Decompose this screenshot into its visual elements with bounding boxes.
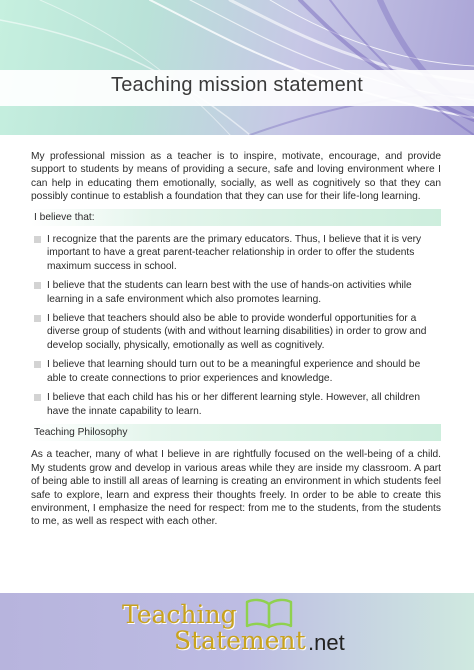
bullet-square-icon <box>34 361 41 368</box>
bullet-square-icon <box>34 236 41 243</box>
belief-text: I recognize that the parents are the primary educators. Thus, I believe that it is very important to have a great parent-teacher relationship in order to offer the students maximum success in school. <box>47 234 422 272</box>
belief-item <box>31 312 441 352</box>
abstract-swoosh-lines <box>0 0 474 135</box>
logo-suffix-net: .net <box>308 630 345 655</box>
philosophy-heading: Teaching Philosophy <box>31 424 441 441</box>
belief-text: I believe that learning should turn out to be a meaningful experience and should be able to create connections to prior experiences and knowledge. <box>47 359 421 384</box>
document-body <box>31 150 441 529</box>
belief-item <box>31 279 441 306</box>
belief-text: I believe that each child has his or her different learning style. However, all children have the innate capability to learn. <box>47 392 420 417</box>
belief-item <box>31 391 441 418</box>
belief-text: I believe that teachers should also be able to provide wonderful opportunities for a diverse group of students (with and without learning disabilities) in order to grow and develop socially, physically, emotionally as well as cognitively. <box>47 313 427 351</box>
bullet-square-icon <box>34 394 41 401</box>
philosophy-paragraph: As a teacher, many of what I believe in are rightfully focused on the well-being of a child. My students grow and develop in various areas while they are inside my classroom. A part of being able to instill all areas of learning is creating an environment in which students feel safe to explore, learn and express their thoughts freely. In order to be able to create this environment, I emphasize the need for respect: from me to the students, from the students to me, as well as respect with each other. <box>31 449 441 528</box>
belief-item <box>31 233 441 273</box>
intro-paragraph: My professional mission as a teacher is to inspire, motivate, encourage, and provide support to students by means of providing a secure, safe and loving environment where I can help in educating them emotionally, socially, as well as cognitively so that they can possibly continue to establish a foundation that they can use for their life-long learning. <box>31 151 441 203</box>
logo-word-statement: Statement <box>174 626 306 655</box>
bullet-square-icon <box>34 282 41 289</box>
belief-text: I believe that the students can learn best with the use of hands-on activities while learning in a safe environment which also promotes learning. <box>47 280 412 305</box>
logo-word-teaching: Teaching <box>122 600 237 629</box>
beliefs-heading: I believe that: <box>31 209 441 226</box>
header-artwork <box>0 0 474 135</box>
bullet-square-icon <box>34 315 41 322</box>
page-title: Teaching mission statement <box>111 74 363 96</box>
belief-item <box>31 358 441 385</box>
